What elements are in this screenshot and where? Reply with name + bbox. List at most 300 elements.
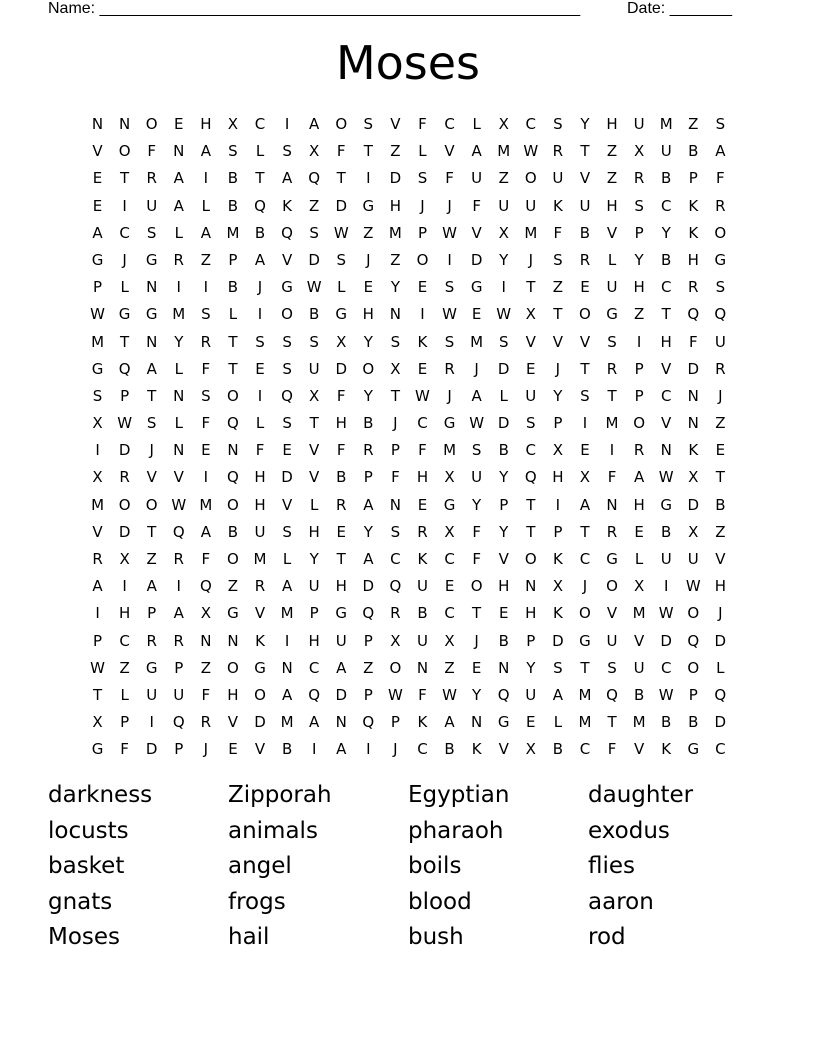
grid-letter: R	[92, 550, 103, 568]
grid-letter: K	[552, 604, 563, 623]
grid-letter: K	[552, 550, 563, 568]
grid-letter: P	[634, 223, 644, 242]
grid-letter: D	[118, 441, 131, 460]
grid-letter: Z	[363, 658, 374, 677]
grid-letter: T	[526, 495, 536, 514]
grid-letter: V	[146, 468, 157, 487]
grid-letter: S	[553, 658, 563, 677]
grid-letter: A	[715, 142, 726, 161]
grid-letter: N	[173, 386, 185, 405]
grid-letter: B	[661, 522, 672, 541]
grid-letter: B	[281, 740, 293, 759]
grid-letter: J	[420, 196, 425, 215]
grid-letter: R	[146, 169, 157, 188]
grid-letter: W	[442, 685, 457, 704]
grid-letter: F	[472, 522, 481, 541]
grid-letter: N	[335, 713, 347, 732]
grid-letter: O	[524, 550, 537, 568]
grid-letter: M	[578, 685, 592, 704]
grid-letter: W	[117, 414, 133, 433]
grid-letter: Q	[362, 604, 375, 623]
grid-letter: D	[335, 359, 348, 378]
grid-letter: F	[716, 169, 725, 188]
grid-row	[84, 464, 734, 491]
grid-letter: O	[335, 115, 348, 133]
grid-letter: V	[661, 359, 672, 378]
grid-letter: Q	[172, 713, 185, 732]
grid-letter: Y	[553, 386, 563, 405]
grid-letter: L	[120, 685, 129, 704]
grid-letter: L	[174, 223, 183, 242]
grid-letter: C	[390, 550, 401, 568]
grid-letter: Q	[118, 359, 131, 378]
grid-letter: O	[118, 142, 131, 161]
grid-letter: R	[579, 250, 591, 269]
grid-letter: B	[363, 414, 374, 433]
grid-letter: K	[282, 196, 292, 215]
grid-letter: F	[201, 359, 211, 378]
grid-letter: X	[92, 468, 103, 487]
grid-letter: I	[420, 305, 425, 324]
grid-letter: S	[255, 332, 265, 351]
date-field-label[interactable]: Date: _______	[627, 0, 732, 17]
grid-letter: I	[122, 577, 127, 596]
grid-letter: Z	[390, 250, 401, 269]
grid-letter: A	[200, 522, 211, 541]
grid-letter: T	[607, 386, 617, 405]
grid-letter: C	[119, 631, 130, 650]
grid-letter: O	[227, 495, 239, 514]
grid-letter: G	[362, 196, 375, 215]
grid-letter: H	[254, 495, 266, 514]
grid-letter: D	[552, 631, 564, 650]
word-list-item: frogs	[228, 888, 286, 915]
grid-letter: A	[363, 550, 374, 568]
grid-letter: P	[688, 169, 698, 188]
grid-letter: B	[661, 713, 672, 732]
grid-letter: T	[147, 386, 157, 405]
grid-letter: C	[444, 604, 455, 623]
grid-letter: H	[335, 577, 347, 596]
grid-letter: G	[145, 250, 158, 269]
grid-letter: I	[663, 577, 669, 596]
grid-letter: J	[257, 278, 263, 297]
grid-letter: E	[634, 522, 644, 541]
grid-letter: G	[281, 278, 293, 297]
grid-letter: P	[390, 713, 400, 732]
grid-letter: U	[471, 468, 483, 487]
grid-letter: N	[146, 332, 158, 351]
grid-letter: P	[174, 740, 184, 759]
grid-letter: T	[472, 604, 482, 623]
grid-letter: G	[335, 604, 348, 623]
word-list-item: Zipporah	[228, 782, 332, 808]
grid-letter: T	[309, 414, 319, 433]
grid-letter: W	[469, 414, 485, 433]
grid-row	[84, 628, 734, 655]
grid-letter: T	[580, 359, 590, 378]
grid-letter: A	[281, 577, 293, 596]
grid-letter: T	[390, 386, 400, 405]
grid-letter: L	[607, 250, 617, 269]
grid-letter: D	[118, 522, 131, 541]
grid-letter: H	[254, 468, 266, 487]
grid-letter: T	[526, 522, 536, 541]
grid-letter: F	[336, 441, 346, 460]
grid-letter: S	[282, 359, 292, 378]
grid-letter: W	[387, 685, 403, 704]
grid-letter: U	[254, 522, 266, 541]
word-list-item: rod	[588, 924, 626, 950]
grid-letter: B	[227, 278, 239, 297]
grid-letter: N	[146, 278, 158, 297]
grid-letter: G	[687, 740, 700, 759]
grid-letter: S	[363, 115, 374, 133]
grid-letter: I	[95, 441, 100, 460]
grid-letter: Q	[714, 305, 727, 324]
grid-letter: S	[634, 196, 644, 215]
grid-letter: C	[254, 115, 266, 133]
grid-letter: J	[447, 386, 452, 405]
grid-letter: E	[92, 196, 103, 215]
grid-letter: T	[580, 522, 590, 541]
grid-letter: P	[363, 468, 373, 487]
grid-letter: W	[442, 305, 457, 324]
grid-letter: E	[444, 577, 455, 596]
grid-letter: F	[120, 740, 129, 759]
grid-letter: I	[176, 278, 181, 297]
grid-letter: Q	[687, 305, 700, 324]
word-list-item: pharaoh	[408, 817, 504, 844]
grid-letter: E	[201, 441, 211, 460]
grid-letter: A	[444, 713, 455, 732]
grid-letter: A	[92, 223, 103, 242]
grid-letter: L	[337, 278, 346, 297]
grid-letter: B	[715, 495, 726, 514]
grid-letter: F	[147, 142, 157, 161]
word-list-item: exodus	[588, 817, 670, 844]
grid-letter: F	[607, 468, 617, 487]
grid-letter: Q	[254, 196, 266, 215]
grid-letter: Y	[661, 223, 671, 242]
grid-letter: F	[553, 223, 563, 242]
grid-letter: S	[580, 386, 590, 405]
grid-letter: G	[118, 305, 131, 324]
grid-letter: Q	[172, 522, 185, 541]
grid-letter: G	[660, 495, 672, 514]
grid-letter: N	[687, 414, 699, 433]
grid-row	[84, 519, 734, 546]
grid-letter: O	[579, 305, 591, 324]
grid-letter: F	[336, 142, 346, 161]
grid-letter: M	[388, 223, 402, 242]
grid-letter: G	[470, 278, 483, 297]
grid-letter: R	[552, 142, 564, 161]
grid-letter: K	[471, 740, 482, 759]
grid-letter: G	[579, 631, 591, 650]
grid-letter: T	[147, 522, 157, 541]
grid-letter: F	[201, 550, 211, 568]
grid-letter: S	[228, 142, 238, 161]
grid-letter: L	[472, 115, 481, 133]
grid-letter: R	[363, 441, 374, 460]
grid-letter: D	[660, 631, 672, 650]
grid-letter: L	[174, 414, 183, 433]
grid-letter: R	[715, 359, 726, 378]
grid-letter: W	[171, 495, 187, 514]
grid-letter: E	[526, 713, 536, 732]
grid-letter: K	[417, 550, 428, 568]
grid-letter: O	[606, 577, 618, 596]
grid-letter: S	[715, 115, 726, 133]
grid-letter: P	[120, 386, 130, 405]
grid-letter: V	[633, 740, 645, 759]
grid-letter: V	[661, 414, 672, 433]
grid-letter: X	[525, 740, 536, 759]
grid-letter: Q	[362, 713, 375, 732]
grid-letter: E	[498, 604, 509, 623]
grid-letter: X	[390, 359, 401, 378]
grid-letter: M	[605, 414, 619, 433]
grid-letter: X	[444, 522, 455, 541]
grid-letter: X	[390, 631, 401, 650]
grid-letter: O	[227, 550, 239, 568]
grid-letter: D	[145, 740, 158, 759]
grid-letter: M	[659, 115, 673, 133]
grid-letter: M	[632, 604, 646, 623]
grid-row	[84, 301, 734, 328]
grid-letter: U	[498, 196, 510, 215]
grid-letter: M	[199, 495, 213, 514]
grid-letter: R	[173, 250, 184, 269]
grid-row	[84, 573, 734, 600]
grid-letter: Y	[363, 332, 373, 351]
grid-letter: W	[658, 604, 674, 623]
grid-letter: T	[336, 550, 346, 568]
grid-letter: J	[474, 359, 479, 378]
grid-letter: C	[660, 658, 672, 677]
word-list-item: boils	[408, 853, 462, 879]
grid-letter: F	[445, 169, 454, 188]
grid-letter: B	[688, 713, 699, 732]
grid-letter: A	[309, 713, 320, 732]
grid-letter: I	[636, 332, 642, 351]
grid-letter: D	[470, 250, 483, 269]
grid-letter: V	[254, 604, 266, 623]
grid-letter: K	[688, 196, 699, 215]
grid-letter: U	[146, 685, 158, 704]
grid-letter: A	[336, 740, 347, 759]
grid-letter: P	[93, 631, 103, 650]
grid-letter: Q	[281, 386, 293, 405]
grid-letter: N	[389, 305, 402, 324]
grid-letter: O	[362, 359, 375, 378]
grid-letter: Y	[526, 658, 536, 677]
grid-letter: C	[444, 115, 455, 133]
word-list-item: aaron	[588, 888, 654, 915]
grid-letter: G	[91, 740, 104, 759]
grid-letter: G	[443, 495, 456, 514]
grid-letter: Y	[472, 495, 482, 514]
grid-letter: H	[200, 115, 212, 133]
grid-letter: N	[687, 386, 699, 405]
grid-letter: Q	[714, 685, 727, 704]
grid-letter: I	[311, 740, 317, 759]
grid-letter: J	[474, 631, 479, 650]
grid-row	[84, 437, 734, 464]
grid-letter: S	[607, 332, 617, 351]
grid-letter: B	[498, 631, 509, 650]
grid-letter: G	[254, 658, 266, 677]
grid-letter: S	[282, 414, 292, 433]
grid-letter: B	[688, 142, 699, 161]
grid-letter: K	[661, 740, 672, 759]
grid-letter: S	[282, 142, 292, 161]
grid-letter: G	[91, 250, 104, 269]
grid-letter: S	[553, 115, 563, 133]
grid-letter: S	[417, 169, 428, 188]
grid-letter: L	[282, 550, 292, 568]
grid-letter: C	[715, 740, 726, 759]
grid-letter: C	[308, 658, 320, 677]
grid-letter: X	[309, 386, 320, 405]
grid-letter: V	[309, 468, 320, 487]
grid-letter: V	[715, 550, 726, 568]
grid-letter: I	[447, 250, 452, 269]
grid-letter: P	[553, 522, 563, 541]
grid-letter: X	[444, 631, 455, 650]
grid-letter: O	[281, 305, 293, 324]
grid-letter: V	[606, 604, 618, 623]
grid-letter: P	[417, 223, 427, 242]
grid-letter: Y	[634, 250, 644, 269]
grid-letter: P	[174, 658, 184, 677]
grid-letter: B	[498, 441, 509, 460]
grid-letter: H	[606, 196, 618, 215]
grid-letter: U	[308, 359, 320, 378]
grid-row	[84, 220, 734, 247]
word-list-item: gnats	[48, 888, 113, 915]
grid-letter: D	[254, 713, 266, 732]
grid-letter: V	[444, 142, 455, 161]
grid-letter: F	[472, 550, 481, 568]
grid-row	[84, 682, 734, 709]
grid-letter: L	[201, 196, 211, 215]
word-list-item: bush	[408, 924, 464, 950]
grid-letter: Z	[309, 196, 320, 215]
grid-letter: Z	[715, 522, 726, 541]
grid-letter: R	[173, 631, 184, 650]
grid-letter: N	[606, 495, 618, 514]
grid-letter: R	[633, 441, 645, 460]
grid-letter: H	[525, 604, 537, 623]
grid-letter: R	[390, 604, 401, 623]
word-list-item: hail	[228, 924, 270, 950]
grid-letter: W	[496, 305, 512, 324]
grid-letter: Q	[524, 468, 537, 487]
grid-letter: V	[579, 332, 591, 351]
grid-letter: W	[415, 386, 430, 405]
grid-letter: H	[633, 278, 645, 297]
grid-letter: E	[174, 115, 184, 133]
grid-letter: N	[660, 441, 672, 460]
grid-letter: G	[91, 359, 104, 378]
grid-row	[84, 329, 734, 356]
grid-letter: O	[118, 495, 131, 514]
grid-letter: B	[254, 223, 266, 242]
grid-letter: V	[309, 441, 320, 460]
grid-row	[84, 546, 734, 573]
word-list-item: darkness	[48, 782, 153, 808]
grid-letter: T	[92, 685, 103, 704]
grid-letter: W	[658, 685, 674, 704]
grid-letter: N	[173, 142, 185, 161]
grid-letter: H	[633, 495, 645, 514]
grid-letter: S	[390, 522, 401, 541]
grid-letter: Z	[119, 658, 130, 677]
grid-letter: G	[145, 658, 158, 677]
grid-letter: C	[525, 115, 537, 133]
grid-row	[84, 274, 734, 301]
grid-letter: D	[687, 495, 700, 514]
grid-letter: B	[661, 250, 672, 269]
grid-letter: U	[660, 142, 672, 161]
grid-letter: V	[173, 468, 184, 487]
grid-letter: B	[552, 740, 564, 759]
grid-letter: R	[688, 278, 699, 297]
grid-letter: T	[526, 278, 536, 297]
grid-letter: X	[688, 522, 699, 541]
grid-letter: R	[417, 522, 428, 541]
grid-letter: F	[255, 441, 265, 460]
grid-letter: N	[200, 631, 212, 650]
name-field-label[interactable]: Name: ______________________________________________________	[48, 0, 581, 17]
grid-letter: S	[282, 522, 292, 541]
grid-letter: A	[146, 359, 157, 378]
word-list-item: animals	[228, 817, 318, 844]
grid-letter: M	[280, 713, 294, 732]
grid-letter: M	[226, 223, 240, 242]
grid-letter: L	[716, 658, 725, 677]
grid-letter: U	[308, 577, 320, 596]
grid-letter: X	[552, 441, 563, 460]
grid-letter: Q	[227, 468, 239, 487]
grid-letter: P	[553, 414, 563, 433]
grid-letter: W	[90, 305, 105, 324]
grid-letter: Z	[715, 414, 726, 433]
grid-letter: B	[579, 223, 591, 242]
grid-letter: X	[688, 468, 699, 487]
grid-letter: R	[606, 522, 618, 541]
grid-letter: H	[118, 604, 131, 623]
grid-row	[84, 600, 734, 627]
grid-letter: S	[498, 332, 509, 351]
grid-letter: T	[715, 468, 725, 487]
grid-letter: X	[119, 550, 130, 568]
grid-letter: W	[306, 278, 322, 297]
grid-row	[84, 410, 734, 437]
grid-letter: P	[120, 713, 130, 732]
grid-letter: A	[363, 495, 374, 514]
grid-letter: T	[553, 305, 563, 324]
grid-letter: H	[227, 685, 239, 704]
grid-letter: E	[282, 441, 292, 460]
grid-letter: X	[336, 332, 347, 351]
grid-letter: Z	[498, 169, 509, 188]
grid-letter: S	[607, 658, 617, 677]
grid-letter: L	[499, 386, 508, 405]
grid-letter: Q	[227, 414, 239, 433]
